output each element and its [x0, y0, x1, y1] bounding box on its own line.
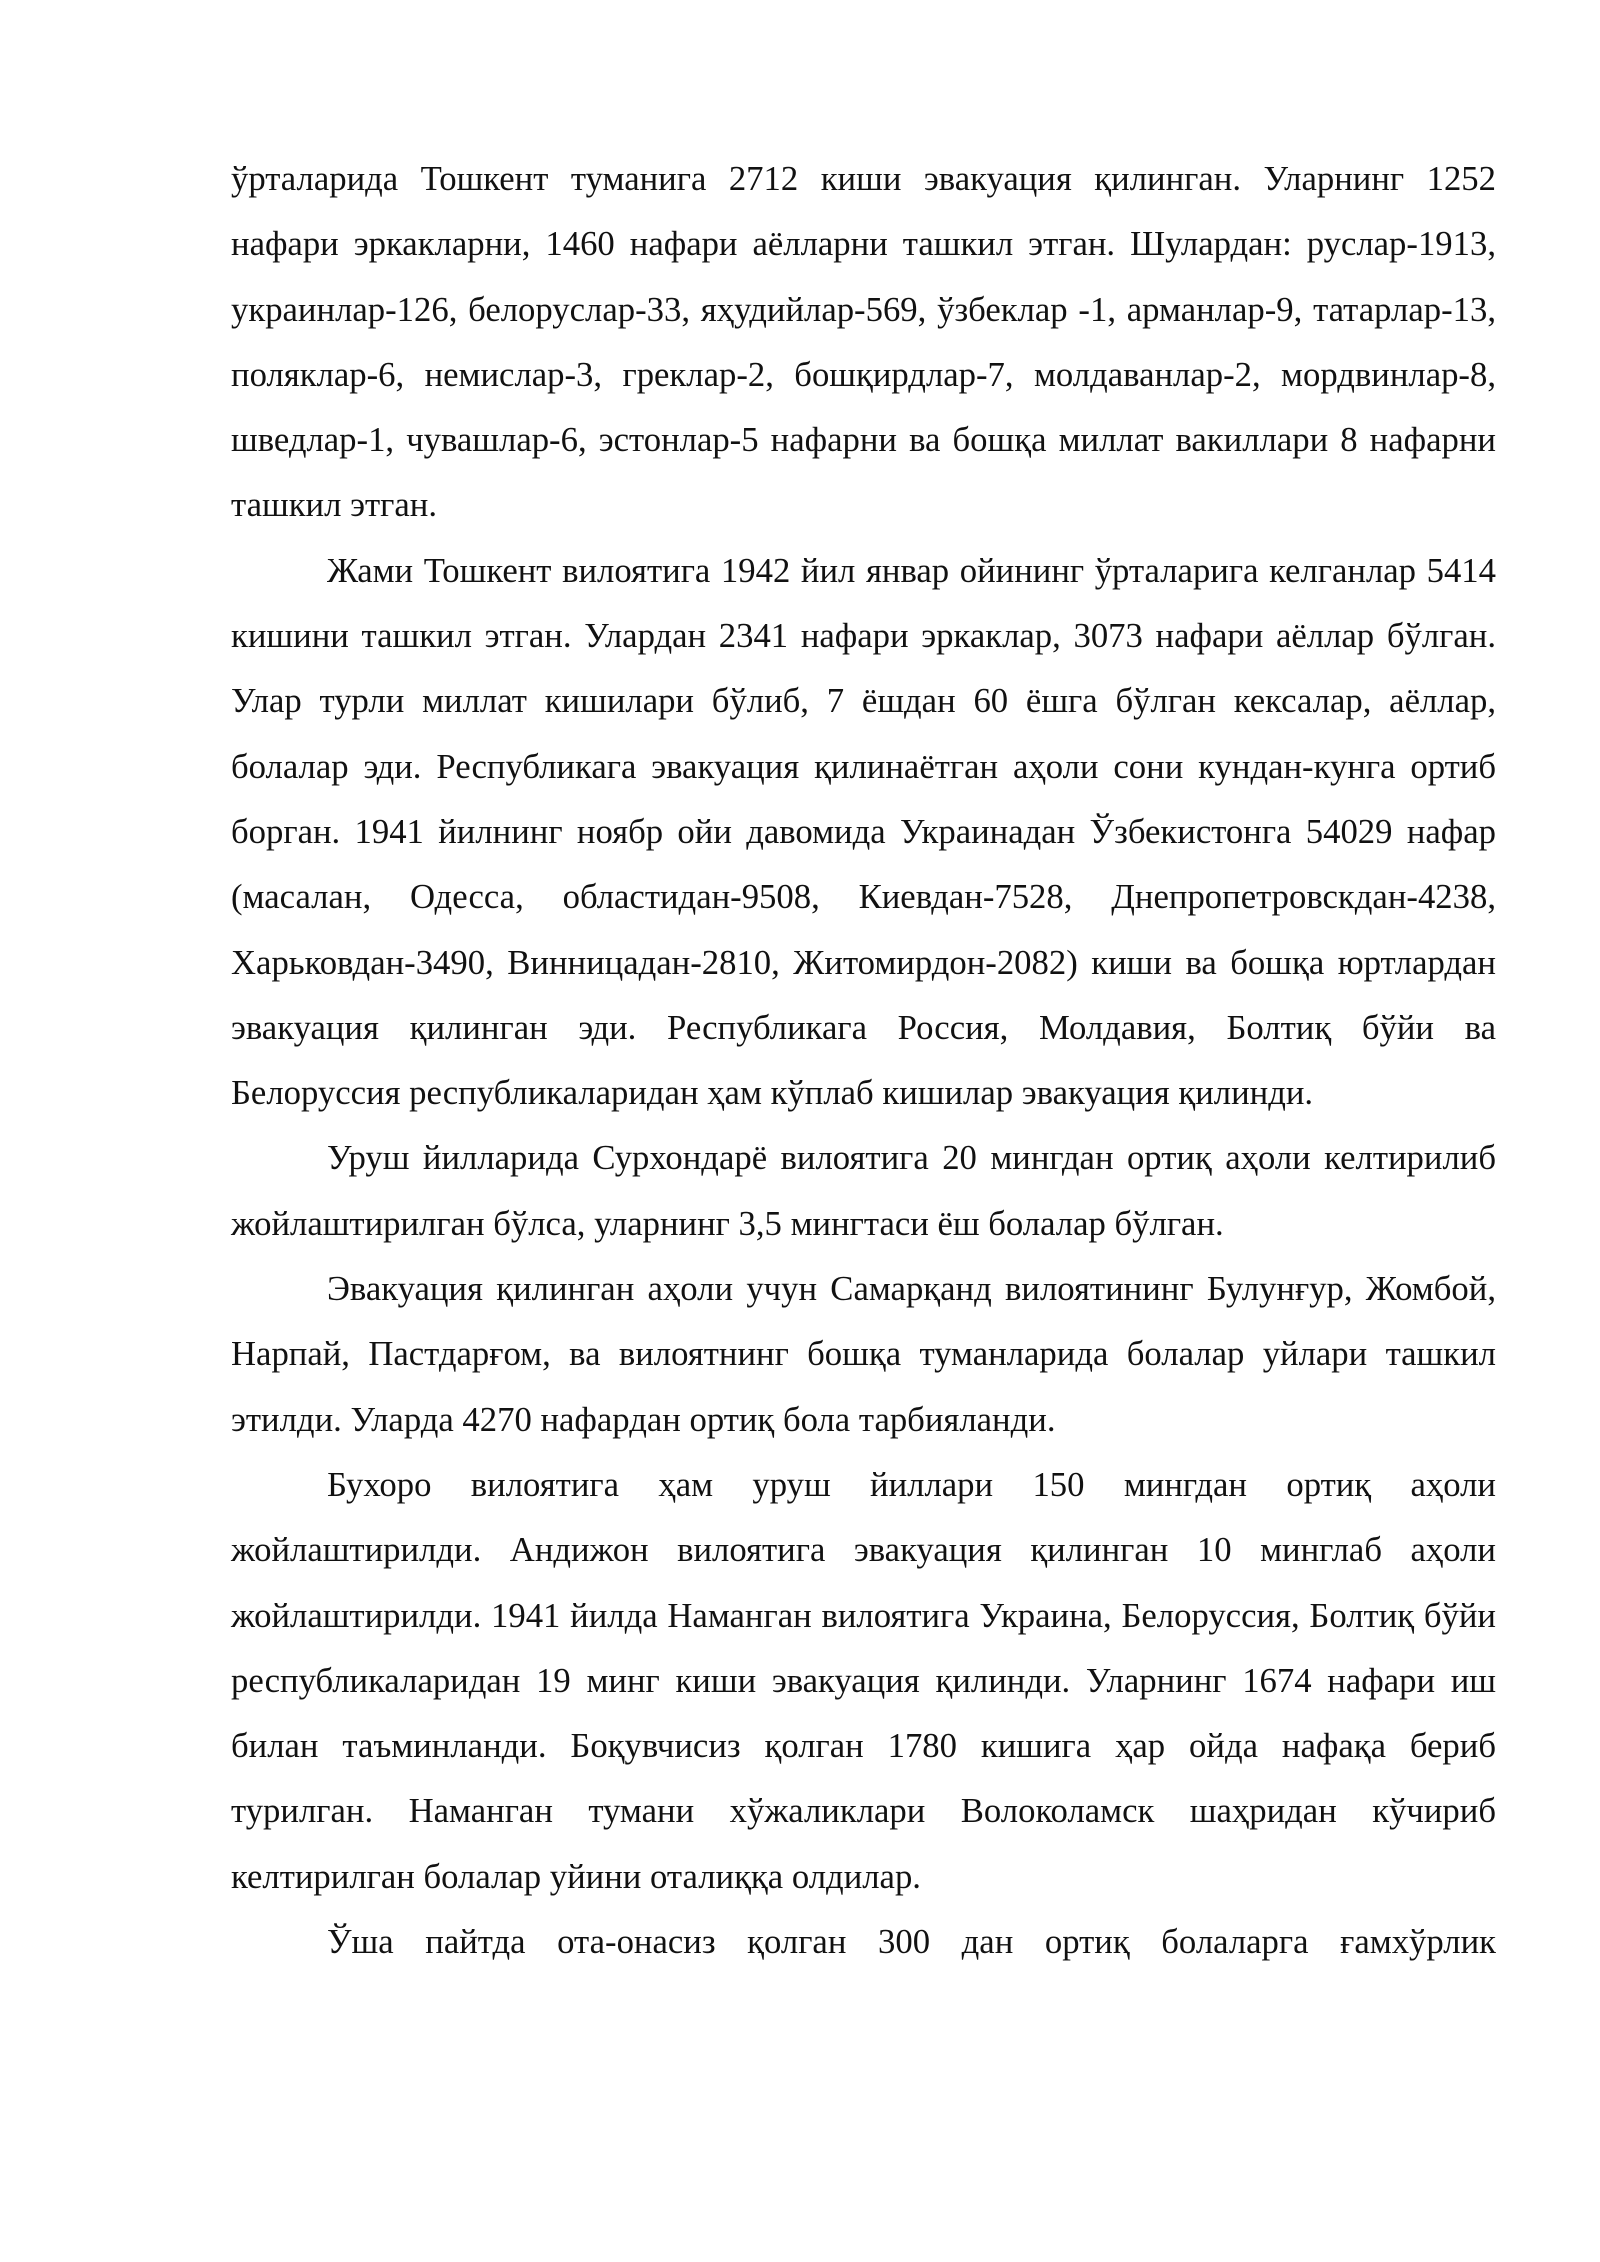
paragraph-4: Эвакуация қилинган аҳоли учун Самарқанд вилоятининг Булунғур, Жомбой, Нарпай, Пастдарғом, ва вилоятнинг бошқа туманларида болалар уйлари ташкил этилди. Уларда 4270 нафардан ортиқ бола тарбияланди. [231, 1269, 1496, 1439]
paragraph-5: Бухоро вилоятига ҳам уруш йиллари 150 мингдан ортиқ аҳоли жойлаштирилди. Андижон вилоятига эвакуация қилинган 10 минглаб аҳоли жойлаштирилди. 1941 йилда Наманган вилоятига Украина, Белоруссия, Болтиқ бўйи республикаларидан 19 минг киши эвакуация қилинди. Уларнинг 1674 нафари иш билан таъминланди. Боқувчисиз қолган 1780 кишига ҳар ойда нафақа бериб турилган. Наманган тумани хўжаликлари Волоколамск шаҳридан кўчириб келтирилган болалар уйини оталиққа олдилар. [231, 1464, 1496, 1896]
paragraph-2: Жами Тошкент вилоятига 1942 йил январ ойининг ўрталарига келганлар 5414 кишини ташкил этган. Улардан 2341 нафари эркаклар, 3073 нафари аёллар бўлган. Улар турли миллат кишилари бўлиб, 7 ёшдан 60 ёшга бўлган кексалар, аёллар, болалар эди. Республикага эвакуация қилинаётган аҳоли сони кундан-кунга ортиб борган. 1941 йилнинг ноябр ойи давомида Украинадан Ўзбекистонга 54029 нафар (масалан, Одесса, областидан-9508, Киевдан-7528, Днепропетровскдан-4238, Харьковдан-3490, Винницадан-2810, Житомирдон-2082) киши ва бошқа юртлардан эвакуация қилинган эди. Республикага Россия, Молдавия, Болтиқ бўйи ва Белоруссия республикаларидан ҳам кўплаб кишилар эвакуация қилинди. [231, 550, 1496, 1113]
paragraph-6: Ўша пайтда ота-онасиз қолган 300 дан ортиқ болаларга ғамхўрлик [327, 1922, 1496, 1962]
document-page [231, 146, 1496, 1974]
paragraph-1: ўрталарида Тошкент туманига 2712 киши эвакуация қилинган. Уларнинг 1252 нафари эркакларни, 1460 нафари аёлларни ташкил этган. Шулардан: руслар-1913, украинлар-126, белоруслар-33, яҳудийлар-569, ўзбеклар -1, арманлар-9, татарлар-13, поляклар-6, немислар-3, греклар-2, бошқирдлар-7, молдаванлар-2, мордвинлар-8, шведлар-1, чувашлар-6, эстонлар-5 нафарни ва бошқа миллат вакиллари 8 нафарни ташкил этган. [231, 159, 1496, 525]
paragraph-3: Уруш йилларида Сурхондарё вилоятига 20 мингдан ортиқ аҳоли келтирилиб жойлаштирилган бўлса, уларнинг 3,5 мингтаси ёш болалар бўлган. [231, 1138, 1496, 1243]
